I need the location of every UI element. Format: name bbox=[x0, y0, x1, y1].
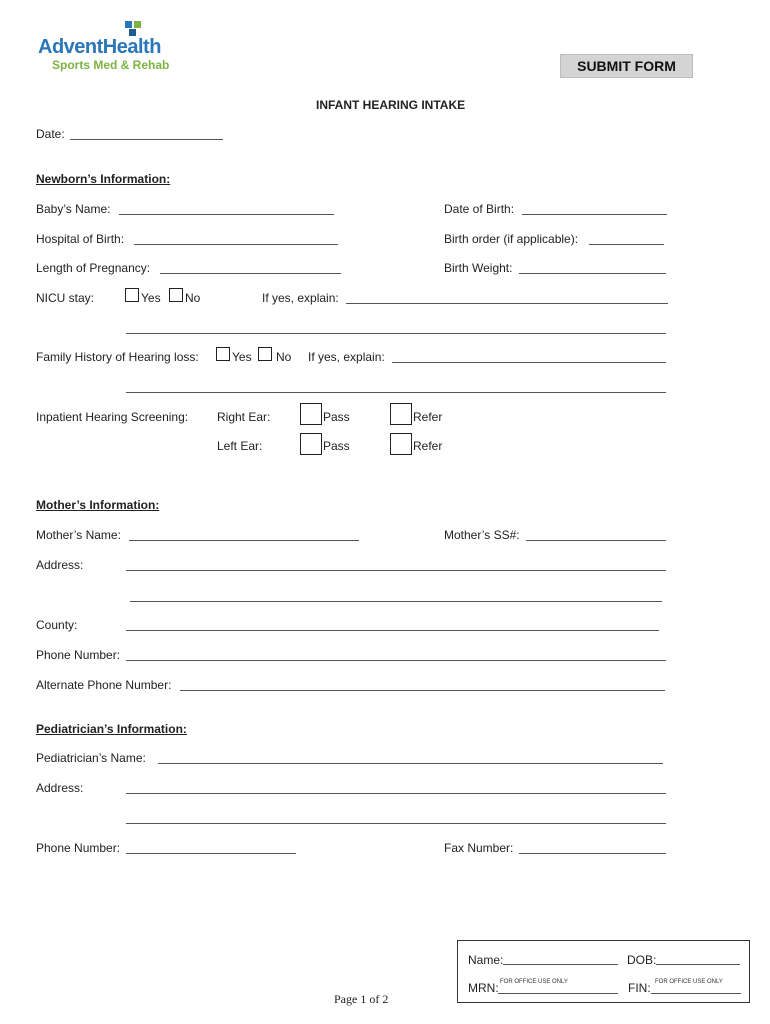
birth-order-label: Birth order (if applicable): bbox=[444, 232, 579, 246]
right-ear-refer-checkbox[interactable] bbox=[390, 403, 412, 425]
mother-address-field-2[interactable] bbox=[130, 590, 662, 602]
left-ear-pass-label: Pass bbox=[323, 439, 350, 453]
screening-label: Inpatient Hearing Screening: bbox=[36, 410, 189, 424]
babys-name-field[interactable] bbox=[119, 203, 334, 215]
mother-county-label: County: bbox=[36, 618, 78, 632]
right-ear-refer-label: Refer bbox=[413, 410, 443, 424]
date-label: Date: bbox=[36, 127, 65, 141]
newborn-heading: Newborn’s Information: bbox=[36, 172, 171, 186]
page-number: Page 1 of 2 bbox=[334, 992, 389, 1006]
birth-order-field[interactable] bbox=[589, 233, 664, 245]
mother-address-field[interactable] bbox=[126, 559, 666, 571]
right-ear-pass-label: Pass bbox=[323, 410, 350, 424]
office-use-box bbox=[457, 940, 750, 1003]
office-dob-field[interactable] bbox=[656, 953, 740, 965]
logo-sub-text: Sports Med & Rehab bbox=[52, 58, 170, 72]
right-ear-pass-checkbox[interactable] bbox=[300, 403, 322, 425]
submit-form-button[interactable]: SUBMIT FORM bbox=[560, 54, 693, 78]
babys-name-label: Baby’s Name: bbox=[36, 202, 111, 216]
birth-weight-field[interactable] bbox=[519, 262, 666, 274]
mother-phone-label: Phone Number: bbox=[36, 648, 121, 662]
pediatrician-address-field-2[interactable] bbox=[126, 812, 666, 824]
office-mrn-label: MRN: bbox=[468, 981, 499, 995]
pediatrician-name-label: Pediatrician’s Name: bbox=[36, 751, 146, 765]
dob-field[interactable] bbox=[522, 203, 667, 215]
nicu-label: NICU stay: bbox=[36, 291, 95, 305]
hospital-label: Hospital of Birth: bbox=[36, 232, 125, 246]
office-dob-label: DOB: bbox=[627, 953, 657, 967]
birth-weight-label: Birth Weight: bbox=[444, 261, 513, 275]
nicu-explain-label: If yes, explain: bbox=[262, 291, 339, 305]
left-ear-refer-checkbox[interactable] bbox=[390, 433, 412, 455]
office-name-label: Name: bbox=[468, 953, 504, 967]
nicu-explain-field-2[interactable] bbox=[126, 322, 666, 334]
date-field[interactable] bbox=[70, 128, 223, 140]
pediatrician-fax-label: Fax Number: bbox=[444, 841, 514, 855]
left-ear-pass-checkbox[interactable] bbox=[300, 433, 322, 455]
mother-alt-phone-field[interactable] bbox=[180, 679, 665, 691]
right-ear-label: Right Ear: bbox=[217, 410, 271, 424]
family-history-label: Family History of Hearing loss: bbox=[36, 350, 199, 364]
family-history-explain-field-2[interactable] bbox=[126, 381, 666, 393]
office-mrn-note: FOR OFFICE USE ONLY bbox=[500, 979, 568, 985]
nicu-no-label: No bbox=[185, 291, 201, 305]
pregnancy-label: Length of Pregnancy: bbox=[36, 261, 151, 275]
form-title: INFANT HEARING INTAKE bbox=[316, 98, 466, 112]
left-ear-label: Left Ear: bbox=[217, 439, 263, 453]
mother-heading: Mother’s Information: bbox=[36, 498, 160, 512]
family-history-explain-field[interactable] bbox=[392, 351, 666, 363]
family-history-no-label: No bbox=[276, 350, 292, 364]
left-ear-refer-label: Refer bbox=[413, 439, 443, 453]
nicu-explain-field[interactable] bbox=[346, 292, 668, 304]
office-fin-label: FIN: bbox=[628, 981, 651, 995]
pregnancy-field[interactable] bbox=[160, 262, 341, 274]
office-fin-field[interactable] bbox=[651, 982, 741, 994]
pediatrician-heading: Pediatrician’s Information: bbox=[36, 722, 187, 736]
logo-main-text: AdventHealth bbox=[38, 36, 161, 58]
mother-alt-phone-label: Alternate Phone Number: bbox=[36, 678, 172, 692]
mother-name-field[interactable] bbox=[129, 529, 359, 541]
pediatrician-address-field[interactable] bbox=[126, 782, 666, 794]
family-history-yes-checkbox[interactable] bbox=[216, 347, 230, 361]
mother-ss-label: Mother’s SS#: bbox=[444, 528, 520, 542]
pediatrician-fax-field[interactable] bbox=[519, 842, 666, 854]
mother-phone-field[interactable] bbox=[126, 649, 666, 661]
family-history-explain-label: If yes, explain: bbox=[308, 350, 385, 364]
family-history-yes-label: Yes bbox=[232, 350, 252, 364]
office-fin-note: FOR OFFICE USE ONLY bbox=[655, 979, 723, 985]
dob-label: Date of Birth: bbox=[444, 202, 515, 216]
mother-name-label: Mother’s Name: bbox=[36, 528, 121, 542]
pediatrician-address-label: Address: bbox=[36, 781, 84, 795]
office-name-field[interactable] bbox=[503, 953, 618, 965]
mother-address-label: Address: bbox=[36, 558, 84, 572]
nicu-yes-label: Yes bbox=[141, 291, 161, 305]
family-history-no-checkbox[interactable] bbox=[258, 347, 272, 361]
pediatrician-name-field[interactable] bbox=[158, 752, 663, 764]
hospital-field[interactable] bbox=[134, 233, 338, 245]
mother-county-field[interactable] bbox=[126, 619, 659, 631]
pediatrician-phone-field[interactable] bbox=[126, 842, 296, 854]
pediatrician-phone-label: Phone Number: bbox=[36, 841, 121, 855]
office-mrn-field[interactable] bbox=[498, 982, 618, 994]
nicu-no-checkbox[interactable] bbox=[169, 288, 183, 302]
nicu-yes-checkbox[interactable] bbox=[125, 288, 139, 302]
mother-ss-field[interactable] bbox=[526, 529, 666, 541]
